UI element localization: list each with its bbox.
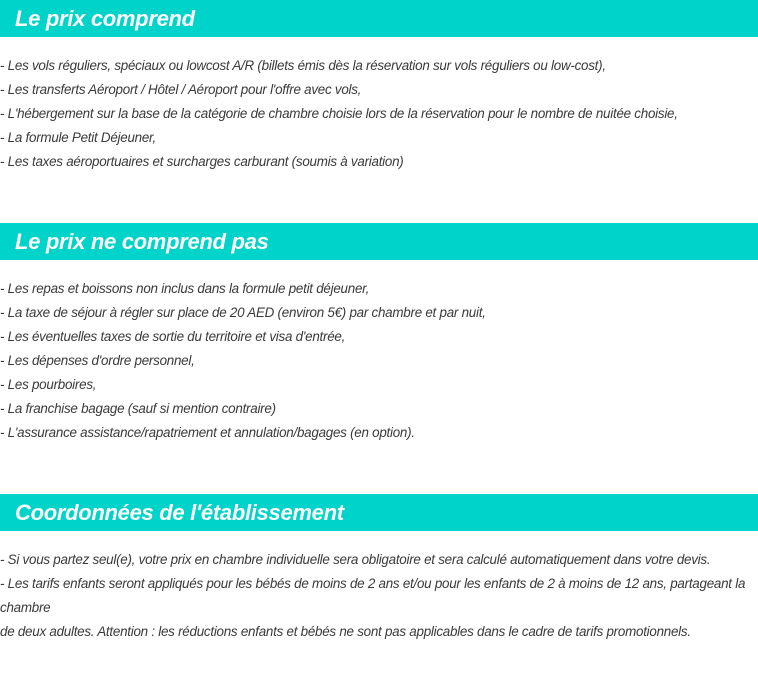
list-item: - La taxe de séjour à régler sur place de 20 AED (environ 5€) par chambre et par nuit,	[0, 305, 486, 320]
list-item: - L'hébergement sur la base de la catégorie de chambre choisie lors de la réservation pour le nombre de nuitée choisie,	[0, 106, 678, 121]
list-item: - La franchise bagage (sauf si mention contraire)	[0, 401, 276, 416]
section-establishment-details	[0, 494, 758, 644]
list-item: - Les tarifs enfants seront appliqués pour les bébés de moins de 2 ans et/ou pour les enfants de 2 à moins de 12 ans, partageant la chambre	[0, 576, 746, 615]
section-heading: Le prix comprend	[0, 0, 758, 37]
section-price-includes	[0, 0, 758, 174]
list-item: - Si vous partez seul(e), votre prix en chambre individuelle sera obligatoire et sera calculé automatiquement dans votre devis.	[0, 552, 711, 567]
list-item: - La formule Petit Déjeuner,	[0, 130, 157, 145]
list-item: - Les éventuelles taxes de sortie du territoire et visa d'entrée,	[0, 329, 346, 344]
list-item: - L'assurance assistance/rapatriement et annulation/bagages (en option).	[0, 425, 415, 440]
list-item: - Les vols réguliers, spéciaux ou lowcost A/R (billets émis dès la réservation sur vols réguliers ou low-cost),	[0, 58, 606, 73]
excludes-list	[0, 277, 758, 445]
section-heading: Coordonnées de l'établissement	[0, 494, 758, 531]
section-heading: Le prix ne comprend pas	[0, 223, 758, 260]
section-price-excludes	[0, 223, 758, 445]
list-item: - Les dépenses d'ordre personnel,	[0, 353, 195, 368]
details-list	[0, 548, 758, 644]
includes-list	[0, 54, 758, 174]
list-item: - Les pourboires,	[0, 377, 97, 392]
list-item: - Les taxes aéroportuaires et surcharges carburant (soumis à variation)	[0, 154, 404, 169]
list-item: de deux adultes. Attention : les réductions enfants et bébés ne sont pas applicables dans le cadre de tarifs promotionnels.	[0, 624, 691, 639]
list-item: - Les repas et boissons non inclus dans la formule petit déjeuner,	[0, 281, 370, 296]
list-item: - Les transferts Aéroport / Hôtel / Aéroport pour l'offre avec vols,	[0, 82, 362, 97]
